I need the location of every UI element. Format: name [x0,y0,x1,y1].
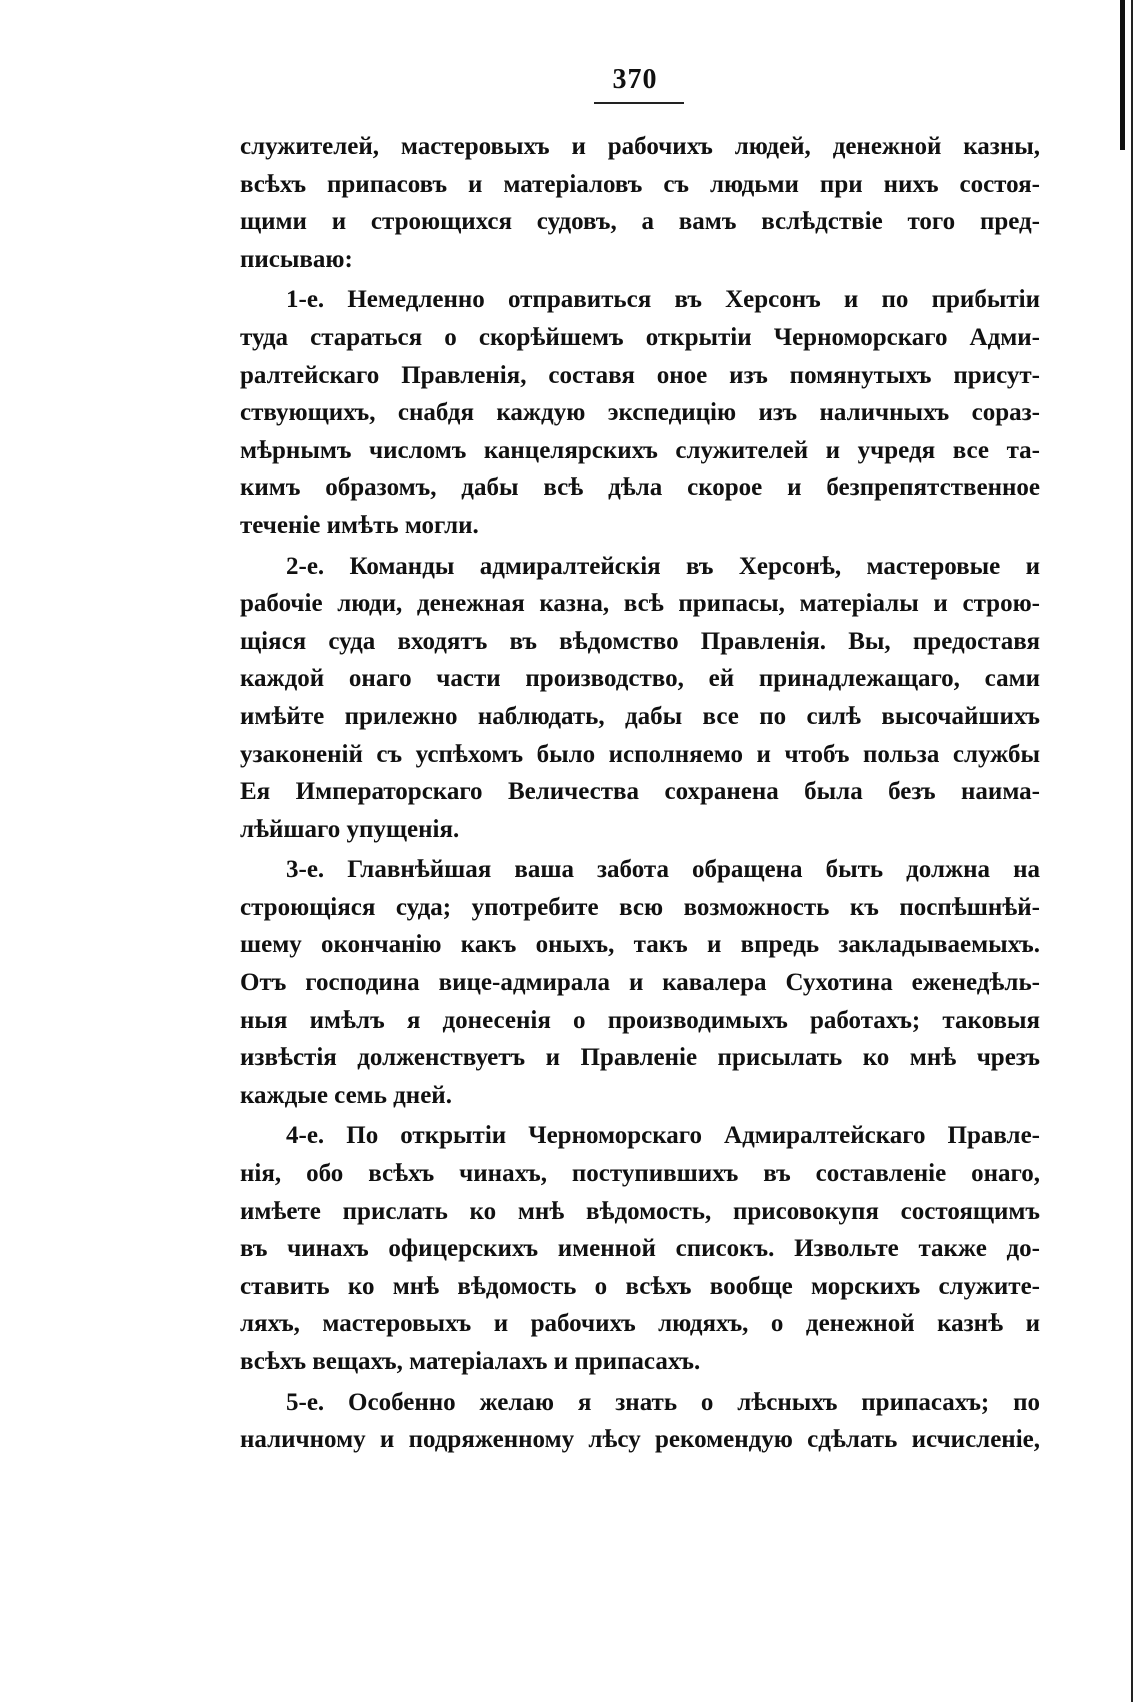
paragraph [240,851,1040,1114]
text-line: всѣхъ припасовъ и матеріаловъ съ людьми при нихъ состоя- [240,170,1040,198]
text-line: въ чинахъ офицерскихъ именной списокъ. Извольте также до- [240,1235,1040,1263]
text-line: ствующихъ, снабдя каждую экспедицію изъ наличныхъ сораз- [240,399,1040,427]
text-line: щими и строющихся судовъ, а вамъ вслѣдствіе того пред- [240,208,1040,236]
text-line: писываю: [240,245,353,273]
scan-edge-mark [1120,0,1125,150]
text-line: 4-е. По открытіи Черноморскаго Адмиралтейскаго Правле- [286,1122,1040,1150]
text-line: туда стараться о скорѣйшемъ открытіи Черноморскаго Адми- [240,323,1040,351]
text-line: имѣете прислать ко мнѣ вѣдомость, присовокупя состоящимъ [240,1197,1040,1225]
page-number-underline [594,102,684,104]
text-line: 3-е. Главнѣйшая ваша забота обращена быть должна на [286,856,1040,884]
paragraph [240,281,1040,544]
paragraph [240,128,1040,278]
text-line: щіяся суда входятъ въ вѣдомство Правленія. Вы, предоставя [240,627,1040,655]
text-line: узаконеній съ успѣхомъ было исполняемо и чтобъ польза службы [240,740,1040,768]
text-line: каждой онаго части производство, ей принадлежащаго, сами [240,665,1040,693]
text-line: рабочіе люди, денежная казна, всѣ припасы, матеріалы и строю- [240,590,1040,618]
text-line: нія, обо всѣхъ чинахъ, поступившихъ въ составленіе онаго, [240,1160,1040,1188]
text-line: наличному и подряженному лѣсу рекомендую сдѣлать исчисленіе, [240,1426,1040,1454]
text-line: 5-е. Особенно желаю я знать о лѣсныхъ припасахъ; по [286,1388,1040,1416]
text-line: 1-е. Немедленно отправиться въ Херсонъ и по прибытіи [286,286,1040,314]
text-line: ляхъ, мастеровыхъ и рабочихъ людяхъ, о денежной казнѣ и [240,1310,1040,1338]
text-line: каждые семь дней. [240,1081,452,1109]
text-line: всѣхъ вещахъ, матеріалахъ и припасахъ. [240,1348,701,1375]
text-line: лѣйшаго упущенія. [240,815,460,843]
paragraph [240,1117,1040,1380]
text-line: кимъ образомъ, дабы всѣ дѣла скорое и безпрепятственное [240,474,1040,502]
paragraph [240,1384,1040,1459]
text-line: Ея Императорскаго Величества сохранена была безъ наима- [240,778,1040,806]
page-number: 370 [612,64,658,95]
text-line: имѣйте прилежно наблюдать, дабы все по силѣ высочайшихъ [240,702,1040,730]
text-line: 2-е. Команды адмиралтейскія въ Херсонѣ, мастеровые и [286,552,1040,580]
text-line: служителей, мастеровыхъ и рабочихъ людей, денежной казны, [240,133,1040,160]
text-line: теченіе имѣть могли. [240,511,479,539]
text-line: ставить ко мнѣ вѣдомость о всѣхъ вообще морскихъ служите- [240,1272,1040,1300]
text-line: строющіяся суда; употребите всю возможность къ поспѣшнѣй- [240,893,1040,921]
body-text [240,128,1040,1459]
text-line: Отъ господина вице-адмирала и кавалера Сухотина еженедѣль- [240,969,1040,997]
scan-edge-line [1131,0,1133,1702]
text-line: шему окончанію какъ оныхъ, такъ и впредь закладываемыхъ. [240,931,1040,959]
text-line: ралтейскаго Правленія, составя оное изъ помянутыхъ присут- [240,361,1040,389]
text-line: мѣрнымъ числомъ канцелярскихъ служителей и учредя все та- [240,436,1040,464]
text-line: извѣстія долженствуетъ и Правленіе присылать ко мнѣ чрезъ [240,1044,1040,1072]
paragraph [240,548,1040,849]
text-line: ныя имѣлъ я донесенія о производимыхъ работахъ; таковыя [240,1006,1040,1034]
